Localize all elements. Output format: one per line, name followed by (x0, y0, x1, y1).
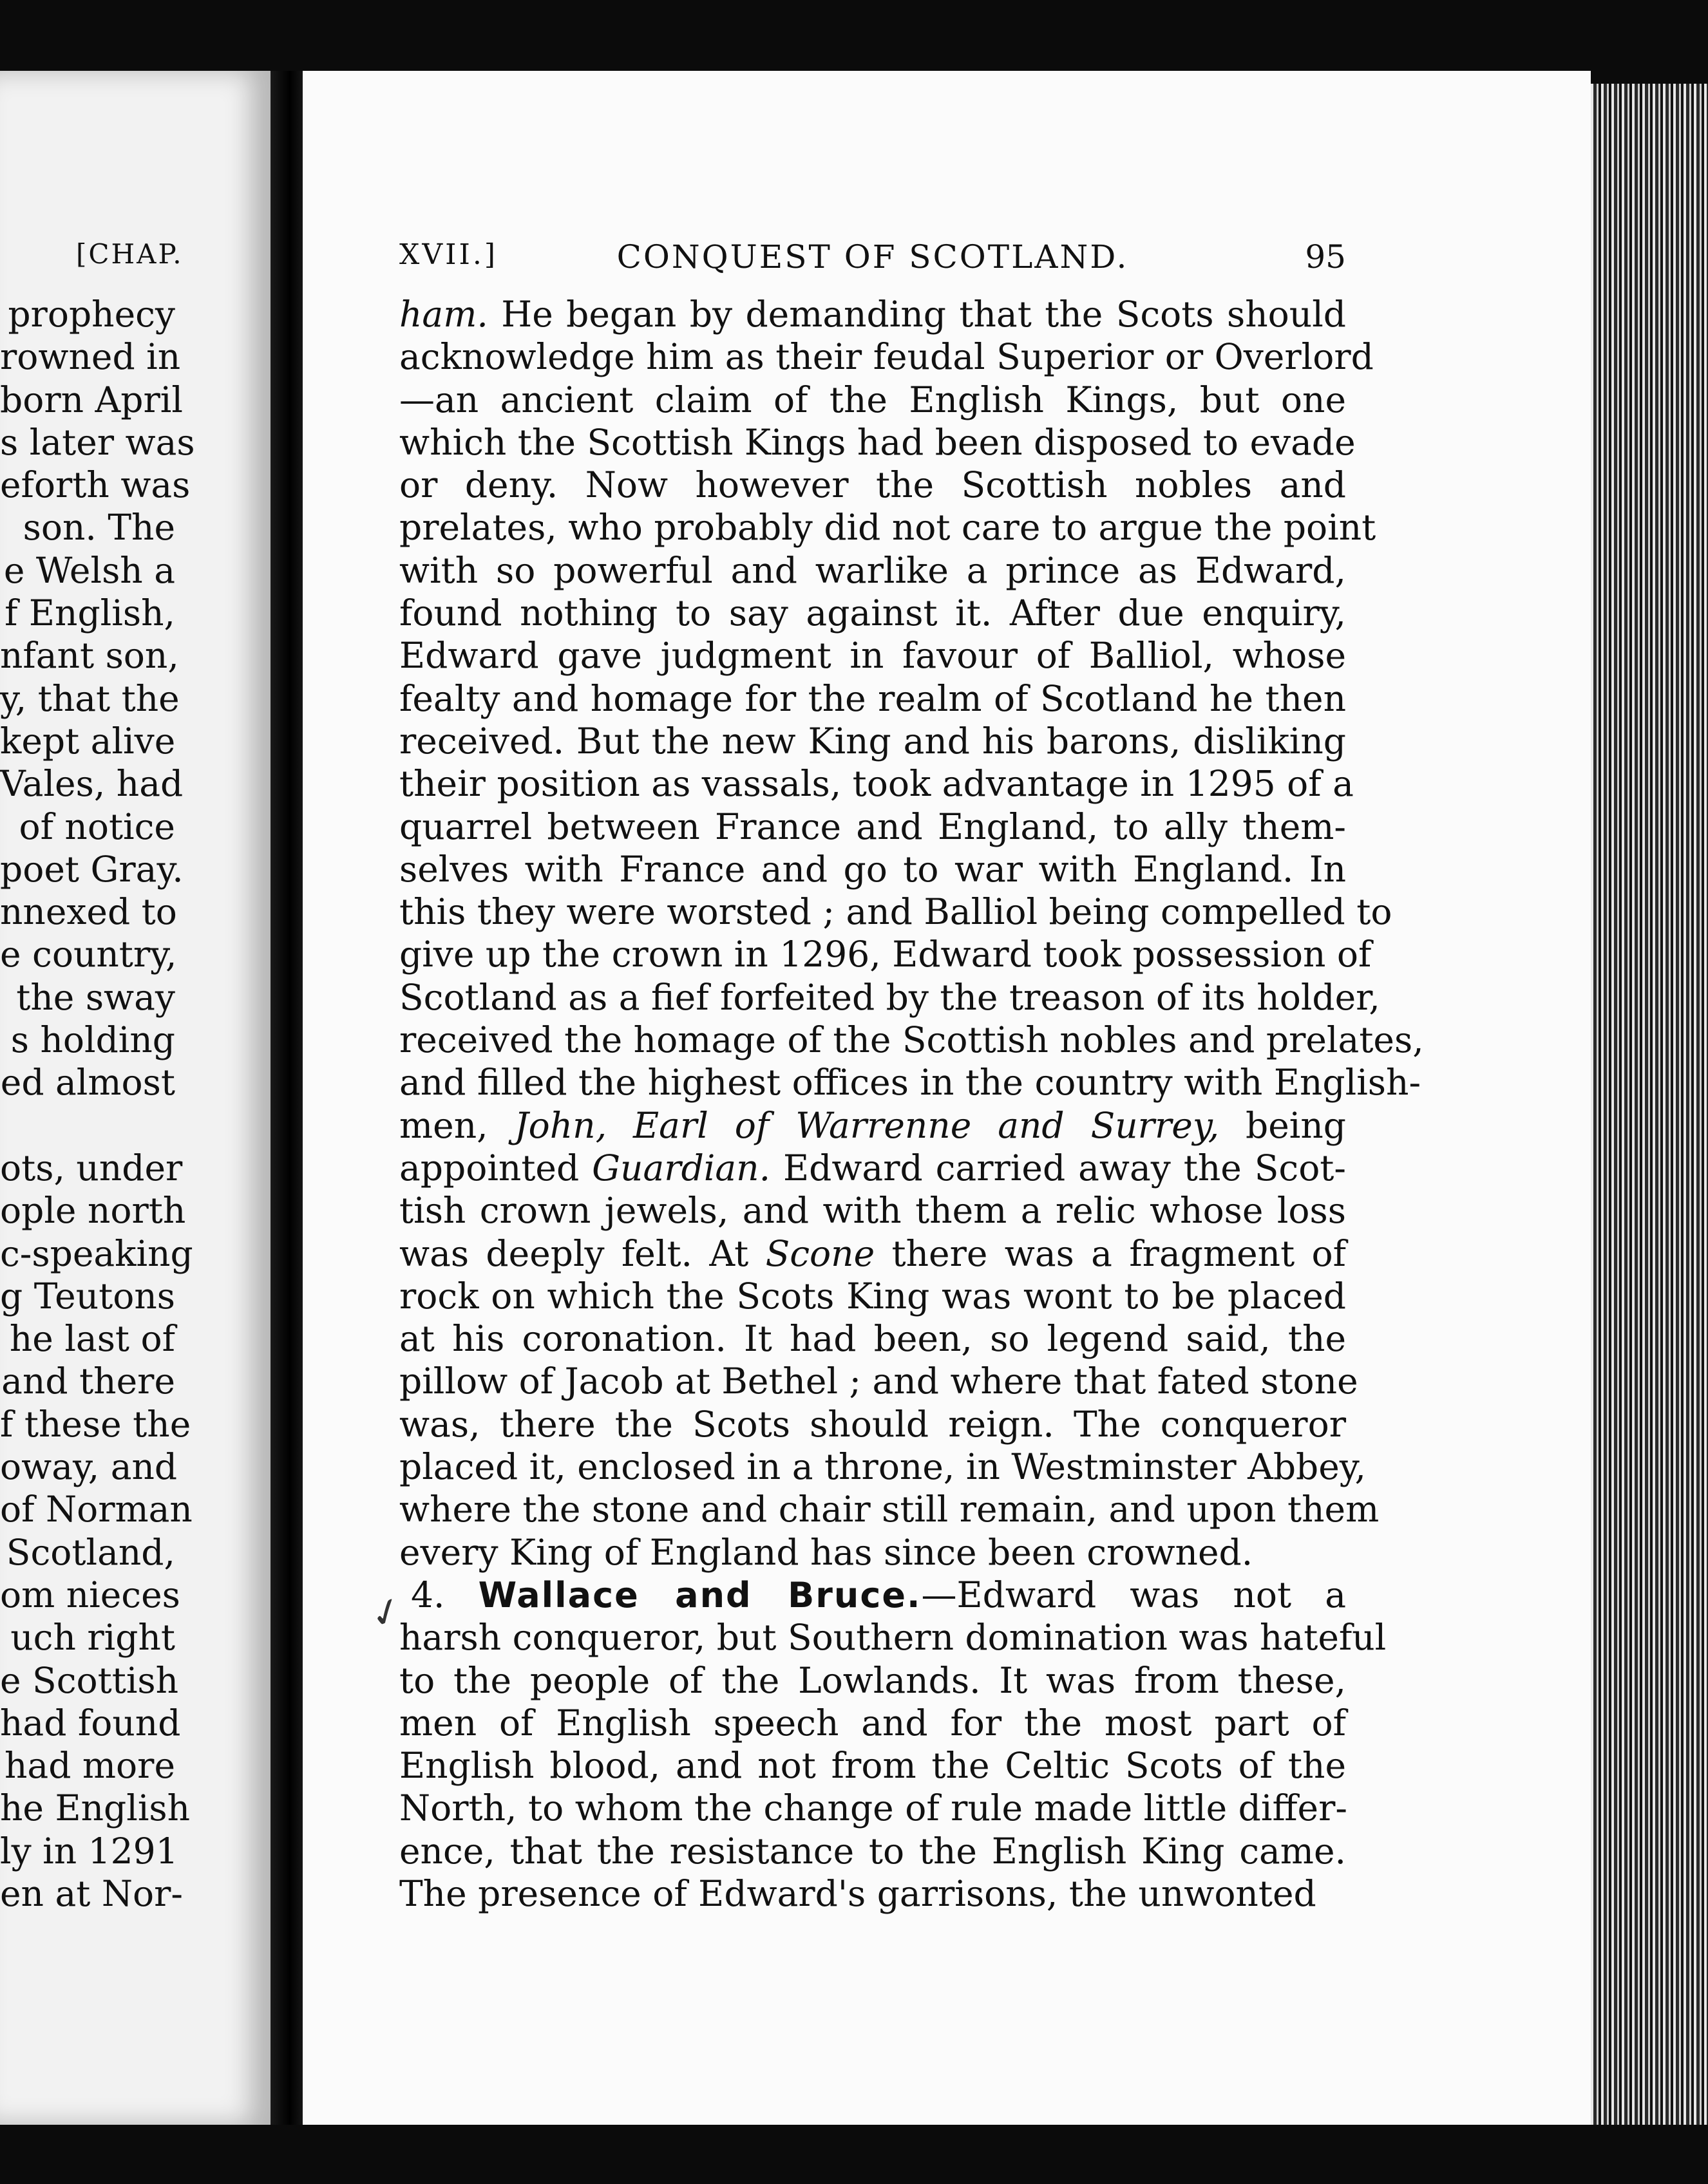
left-text-line: s holding (10, 1019, 175, 1061)
left-text-line: e country, (0, 934, 177, 975)
body-line: Scotland as a fief forfeited by the treason of its holder, (399, 976, 1380, 1018)
body-line: ham. He began by demanding that the Scots should (399, 294, 1346, 335)
left-text-line: Scotland, (6, 1531, 175, 1573)
left-text-line: had more (4, 1745, 175, 1787)
left-text-line: ots, under (0, 1147, 183, 1189)
running-head (399, 238, 1346, 277)
left-text-line: ly in 1291 (0, 1830, 178, 1872)
body-line: men, John, Earl of Warrenne and Surrey, being (399, 1104, 1347, 1146)
body-line: where the stone and chair still remain, and upon them (399, 1489, 1380, 1530)
left-text-line (0, 1104, 175, 1147)
body-line: received. But the new King and his barons, disliking (399, 720, 1346, 762)
body-line: quarrel between France and England, to ally them- (399, 805, 1346, 847)
left-text-line: oway, and (0, 1446, 178, 1488)
left-text-line: eforth was (0, 464, 191, 506)
body-line: every King of England has since been crowned. (399, 1531, 1253, 1573)
left-text-line: ople north (0, 1190, 186, 1232)
left-text-line: he last of (9, 1318, 175, 1360)
section-title: Wallace and Bruce. (478, 1574, 922, 1615)
left-text-line: nfant son, (0, 635, 179, 677)
body-line: harsh conqueror, but Southern domination was hateful (399, 1617, 1387, 1659)
body-line: received the homage of the Scottish nobles and prelates, (399, 1019, 1424, 1061)
body-line: their position as vassals, took advantage in 1295 of a (399, 763, 1354, 805)
page-edges (1591, 84, 1708, 2125)
body-line: rock on which the Scots King was wont to be placed (399, 1275, 1346, 1317)
body-line: men of English speech and for the most part of (399, 1702, 1346, 1744)
left-text-line: uch right (10, 1617, 175, 1659)
section-heading-line (399, 1574, 1346, 1616)
left-text-line: nnexed to (0, 891, 177, 933)
body-text (399, 293, 1424, 1915)
left-text-line: f these the (0, 1403, 191, 1445)
pencil-check-mark: ✓ (363, 1586, 410, 1640)
body-line: was deeply felt. At Scone there was a fragment of (399, 1232, 1346, 1274)
body-line: North, to whom the change of rule made little differ- (399, 1787, 1347, 1829)
left-text-line: born April (0, 379, 183, 420)
body-line: appointed Guardian. Edward carried away the Scot- (399, 1147, 1346, 1189)
section-number: 4. (411, 1574, 479, 1615)
body-line: —an ancient claim of the English Kings, but one (399, 379, 1346, 420)
left-text-line: e Welsh a (3, 549, 175, 591)
chapter-label: XVII.] (399, 238, 498, 271)
left-text-line: kept alive (0, 720, 176, 762)
body-line: at his coronation. It had been, so legend said, the (399, 1318, 1346, 1360)
body-line: was, there the Scots should reign. The conqueror (399, 1403, 1346, 1445)
left-text-line: y, that the (0, 677, 180, 719)
body-line: The presence of Edward's garrisons, the unwonted (399, 1872, 1316, 1914)
body-line: and filled the highest offices in the country with English- (399, 1062, 1421, 1104)
body-line: Edward gave judgment in favour of Balliol, whose (399, 635, 1346, 677)
left-text-line: f English, (5, 592, 175, 634)
left-text-line: of notice (19, 805, 175, 847)
body-line: pillow of Jacob at Bethel ; and where that fated stone (399, 1360, 1358, 1402)
section-text: —Edward was not a (921, 1574, 1346, 1615)
left-text-line: ed almost (0, 1062, 175, 1104)
body-line: give up the crown in 1296, Edward took possession of (399, 934, 1372, 975)
left-text-line: c-speaking (0, 1232, 193, 1274)
body-line: with so powerful and warlike a prince as Edward, (399, 549, 1346, 591)
body-line: fealty and homage for the realm of Scotland he then (399, 677, 1346, 719)
left-text-line: om nieces (0, 1574, 180, 1615)
left-text-line: he English (0, 1787, 191, 1829)
left-text-line: en at Nor- (0, 1872, 183, 1914)
left-text-line: prophecy (8, 294, 175, 335)
left-text-line: Vales, had (0, 763, 184, 805)
body-line: ence, that the resistance to the English King came. (399, 1830, 1346, 1872)
left-page-text (0, 293, 195, 1915)
left-text-line: the sway (16, 976, 175, 1018)
body-line: selves with France and go to war with England. In (399, 848, 1346, 890)
body-line: tish crown jewels, and with them a relic whose loss (399, 1190, 1346, 1232)
left-page-header: [CHAP. (76, 238, 184, 270)
left-text-line: s later was (0, 421, 195, 463)
left-text-line: and there (1, 1360, 175, 1402)
left-text-line: had found (0, 1702, 181, 1744)
left-text-line: e Scottish (0, 1659, 179, 1701)
body-line: to the people of the Lowlands. It was from these, (399, 1659, 1346, 1701)
body-line: found nothing to say against it. After due enquiry, (399, 592, 1346, 634)
body-line: English blood, and not from the Celtic Scots of the (399, 1745, 1346, 1787)
left-text-line: g Teutons (0, 1275, 175, 1317)
left-text-line: son. The (23, 507, 175, 549)
page-number: 95 (1305, 238, 1346, 276)
body-line: which the Scottish Kings had been disposed to evade (399, 421, 1356, 463)
body-line: or deny. Now however the Scottish nobles and (399, 464, 1346, 506)
left-text-line: of Norman (0, 1489, 193, 1530)
left-text-line: rowned in (0, 336, 181, 378)
body-line: acknowledge him as their feudal Superior or Overlord (399, 336, 1374, 378)
body-line: placed it, enclosed in a throne, in Westminster Abbey, (399, 1446, 1367, 1488)
page-title: CONQUEST OF SCOTLAND. (616, 238, 1129, 276)
left-text-line: poet Gray. (0, 848, 184, 890)
body-line: prelates, who probably did not care to argue the point (399, 507, 1376, 549)
body-line: this they were worsted ; and Balliol being compelled to (399, 891, 1392, 933)
